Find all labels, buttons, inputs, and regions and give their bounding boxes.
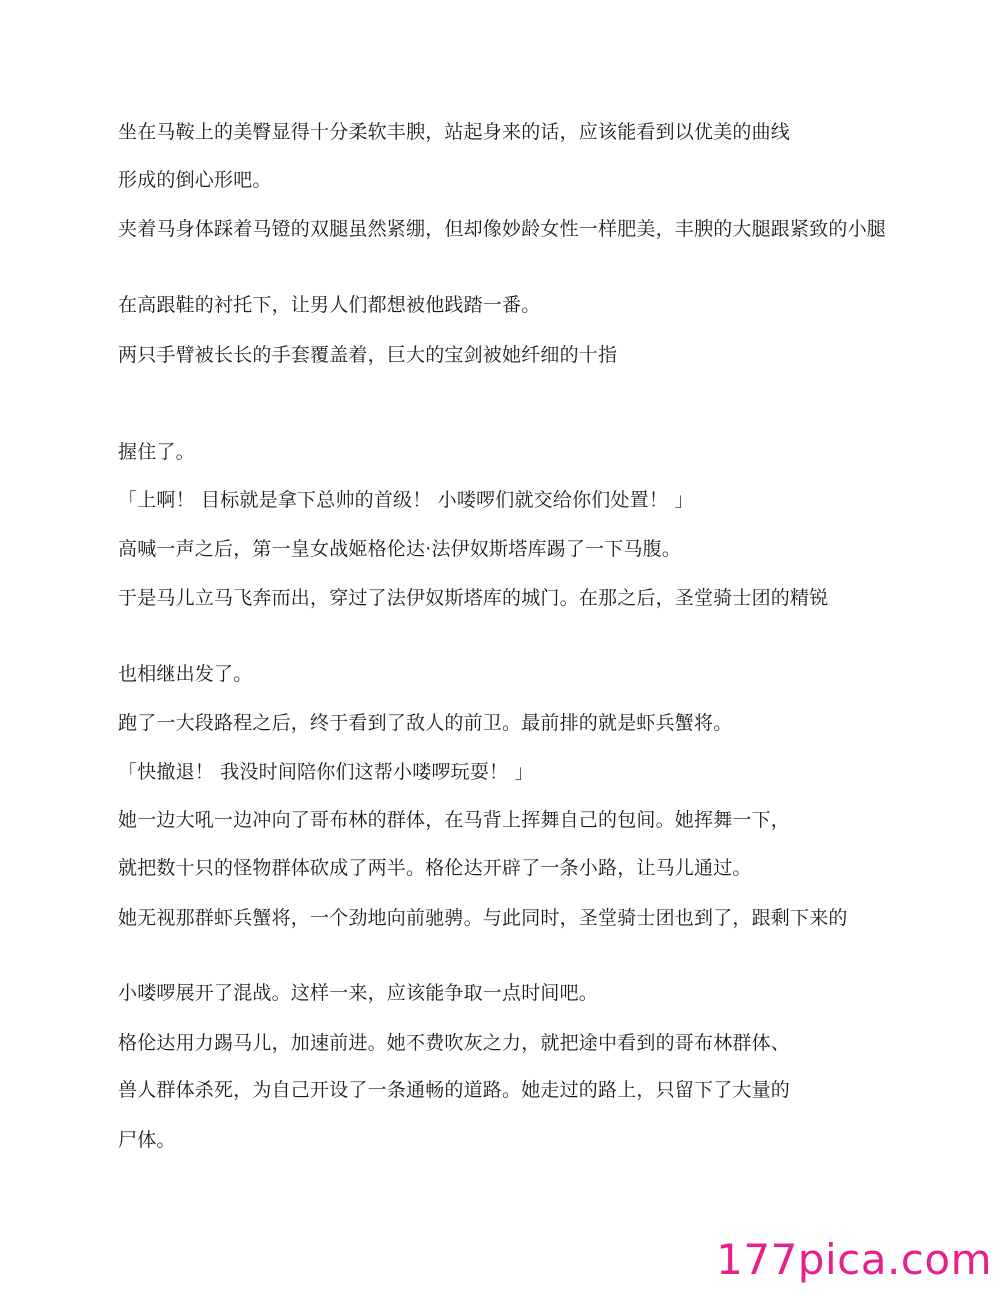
paragraph: 兽人群体杀死，为自己开设了一条通畅的道路。她走过的路上，只留下了大量的 (118, 1079, 791, 1101)
paragraph: 高喊一声之后，第一皇女战姬格伦达·法伊奴斯塔库踢了一下马腹。 (118, 538, 682, 560)
paragraph: 也相继出发了。 (118, 663, 253, 685)
paragraph: 两只手臂被长长的手套覆盖着，巨大的宝剑被她纤细的十指 (118, 344, 618, 366)
paragraph: 夹着马身体踩着马镫的双腿虽然紧绷，但却像妙龄女性一样肥美，丰腴的大腿跟紧致的小腿 (118, 218, 887, 240)
paragraph: 在高跟鞋的衬托下，让男人们都想被他践踏一番。 (118, 294, 541, 316)
paragraph: 「上啊！ 目标就是拿下总帅的首级！ 小喽啰们就交给你们处置！ 」 (118, 489, 694, 511)
site-watermark: 177pica.com (716, 1235, 992, 1284)
paragraph: 握住了。 (118, 441, 195, 463)
paragraph: 坐在马鞍上的美臀显得十分柔软丰腴，站起身来的话，应该能看到以优美的曲线 (118, 121, 791, 143)
paragraph: 形成的倒心形吧。 (118, 169, 272, 191)
paragraph: 就把数十只的怪物群体砍成了两半。格伦达开辟了一条小路，让马儿通过。 (118, 857, 752, 879)
paragraph: 于是马儿立马飞奔而出，穿过了法伊奴斯塔库的城门。在那之后，圣堂骑士团的精锐 (118, 587, 829, 609)
paragraph: 跑了一大段路程之后，终于看到了敌人的前卫。最前排的就是虾兵蟹将。 (118, 712, 733, 734)
paragraph: 她一边大吼一边冲向了哥布林的群体，在马背上挥舞自己的包间。她挥舞一下， (118, 809, 791, 831)
paragraph: 尸体。 (118, 1129, 176, 1151)
paragraph: 格伦达用力踢马儿，加速前进。她不费吹灰之力，就把途中看到的哥布林群体、 (118, 1032, 791, 1054)
paragraph: 她无视那群虾兵蟹将，一个劲地向前驰骋。与此同时，圣堂骑士团也到了，跟剩下来的 (118, 907, 848, 929)
paragraph: 小喽啰展开了混战。这样一来，应该能争取一点时间吧。 (118, 982, 599, 1004)
paragraph: 「快撤退！ 我没时间陪你们这帮小喽啰玩耍！ 」 (118, 761, 534, 783)
